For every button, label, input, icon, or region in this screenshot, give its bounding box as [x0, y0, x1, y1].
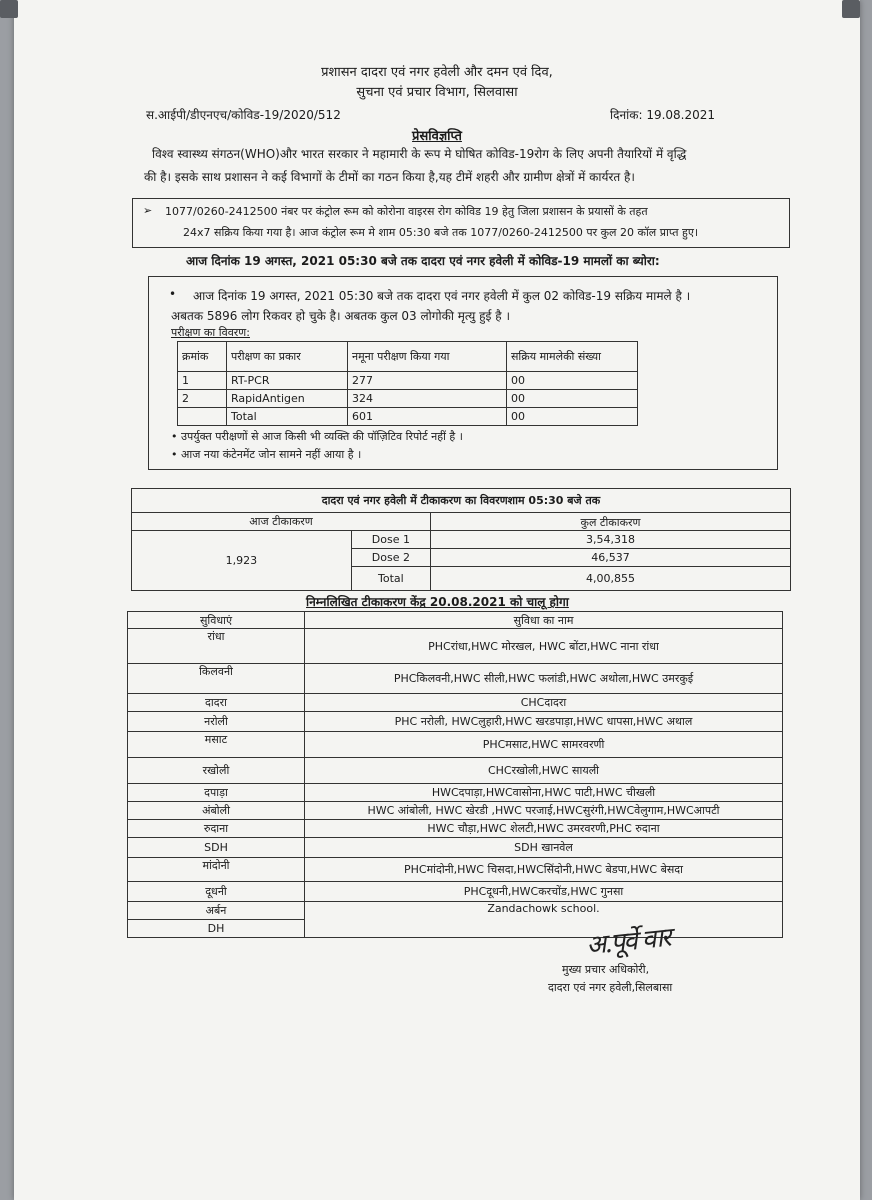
table-row	[178, 372, 638, 390]
dose-label: Total	[351, 567, 430, 591]
vaccination-title: दादरा एवं नगर हवेली में टीकाकरण का विवरणशाम 05:30 बजे तक	[132, 489, 791, 513]
active-cases-line: आज दिनांक 19 अगस्त, 2021 05:30 बजे तक दादरा एवं नगर हवेली में कुल 02 कोविड-19 सक्रिय मामले है ।	[193, 289, 691, 303]
centre-facilities: SDH खानवेल	[305, 838, 783, 858]
officer-signature: अ.पूर्वे वार	[584, 922, 672, 962]
bullet-icon: •	[169, 287, 177, 301]
centre-area: रांधा	[128, 629, 305, 664]
centre-facilities: PHCकिलवनी,HWC सीली,HWC फलांडी,HWC अथोला,HWC उमरकुई	[305, 664, 783, 694]
table-cell: 277	[348, 372, 507, 390]
binder-clip-right	[842, 0, 860, 18]
table-row	[128, 664, 783, 694]
table-row	[178, 390, 638, 408]
officer-designation: मुख्य प्रचार अधिकोरी,	[562, 963, 650, 976]
dose-label: Dose 1	[351, 531, 430, 549]
table-row	[128, 902, 783, 920]
testing-details-label: परीक्षण का विवरण:	[171, 326, 250, 339]
centre-facilities: HWCदपाड़ा,HWCवासोना,HWC पाटी,HWC चीखली	[305, 784, 783, 802]
press-release-title: प्रेसविज्ञप्ति	[412, 129, 462, 144]
dose-label: Dose 2	[351, 549, 430, 567]
header-line-1: प्रशासन दादरा एवं नगर हवेली और दमन एवं दिव,	[321, 65, 553, 80]
centre-area: मांदोनी	[128, 858, 305, 882]
centre-area: किलवनी	[128, 664, 305, 694]
covid-details-heading: आज दिनांक 19 अगस्त, 2021 05:30 बजे तक दादरा एवं नगर हवेली में कोविड-19 मामलों का ब्योरा:	[186, 254, 660, 268]
note-no-positive: • उपर्युक्त परीक्षणों से आज किसी भी व्यक्ति की पॉज़िटिव रिपोर्ट नहीं है ।	[171, 430, 463, 443]
table-cell: 1	[178, 372, 227, 390]
table-row	[128, 838, 783, 858]
table-cell: 2	[178, 390, 227, 408]
table-row	[128, 694, 783, 712]
centre-area: दपाड़ा	[128, 784, 305, 802]
note-no-containment: • आज नया कंटेनमेंट जोन सामने नहीं आया है ।	[171, 448, 362, 461]
centre-facilities: HWC आंबोली, HWC खेरडी ,HWC परजाई,HWCसुरंगी,HWCवेलुगाम,HWCआपटी	[305, 802, 783, 820]
centre-facilities: PHC नरोली, HWCलुहारी,HWC खरडपाड़ा,HWC धापसा,HWC अथाल	[305, 712, 783, 732]
col-header-active: सक्रिय मामलेकी संख्या	[507, 342, 638, 372]
testing-table	[177, 341, 638, 426]
vaccination-centres-table	[127, 611, 783, 938]
table-row	[128, 712, 783, 732]
dose-value: 46,537	[431, 549, 791, 567]
centre-area: दूधनी	[128, 882, 305, 902]
table-row	[128, 629, 783, 664]
centre-area: दादरा	[128, 694, 305, 712]
reference-number: स.आईपी/डीएनएच/कोविड-19/2020/512	[146, 108, 341, 122]
centre-facilities: CHCरखोली,HWC सायली	[305, 758, 783, 784]
centre-area: नरोली	[128, 712, 305, 732]
arrow-bullet-icon: ➢	[143, 204, 153, 217]
control-room-box	[132, 198, 790, 248]
today-vaccination-value: 1,923	[132, 531, 352, 591]
document-date: दिनांक: 19.08.2021	[610, 108, 716, 122]
total-vaccination-label: कुल टीकाकरण	[431, 513, 791, 531]
centre-facilities: PHCदूधनी,HWCकरचोंड,HWC गुनसा	[305, 882, 783, 902]
dose-value: 3,54,318	[431, 531, 791, 549]
centre-area: अर्बन	[128, 902, 305, 920]
dose-value: 4,00,855	[431, 567, 791, 591]
centre-facilities: PHCमसाट,HWC सामरवरणी	[305, 732, 783, 758]
table-row	[128, 732, 783, 758]
recovered-deaths-line: अबतक 5896 लोग रिकवर हो चुके है। अबतक कुल 03 लोगोकी मृत्यु हुई है ।	[171, 309, 510, 323]
centre-area: मसाट	[128, 732, 305, 758]
vaccination-table	[131, 488, 791, 591]
binder-clip-left	[0, 0, 18, 18]
centre-area: रुदाना	[128, 820, 305, 838]
table-cell: RapidAntigen	[227, 390, 348, 408]
centre-area: SDH	[128, 838, 305, 858]
table-cell: 324	[348, 390, 507, 408]
table-row	[128, 882, 783, 902]
document-page	[14, 0, 860, 1200]
table-cell: Total	[227, 408, 348, 426]
centre-area: DH	[128, 920, 305, 938]
table-row	[128, 858, 783, 882]
col-header-facility: सुविधाएं	[128, 612, 305, 629]
today-vaccination-label: आज टीकाकरण	[132, 513, 431, 531]
covid-status-box	[148, 276, 778, 470]
table-row	[178, 408, 638, 426]
centre-facilities: Zandachowk school.	[305, 902, 783, 938]
table-row	[128, 758, 783, 784]
control-room-line-1: 1077/0260-2412500 नंबर पर कंट्रोल रूम को कोरोना वाइरस रोग कोविड 19 हेतु जिला प्रशासन के प्रयासों के तहत	[165, 205, 648, 218]
col-header-serial: क्रमांक	[178, 342, 227, 372]
table-row	[128, 820, 783, 838]
centres-heading: निम्नलिखित टीकाकरण केंद्र 20.08.2021 को चालू होगा	[306, 595, 569, 609]
col-header-samples: नमूना परीक्षण किया गया	[348, 342, 507, 372]
centre-area: अंबोली	[128, 802, 305, 820]
centre-facilities: PHCरांधा,HWC मोरखल, HWC बोंटा,HWC नाना रांधा	[305, 629, 783, 664]
col-header-test-type: परीक्षण का प्रकार	[227, 342, 348, 372]
centre-facilities: PHCमांदोनी,HWC चिसदा,HWCसिंदोनी,HWC बेडपा,HWC बेसदा	[305, 858, 783, 882]
table-row	[128, 802, 783, 820]
officer-office: दादरा एवं नगर हवेली,सिलबासा	[548, 981, 673, 994]
control-room-line-2: 24x7 सक्रिय किया गया है। आज कंट्रोल रूम मे शाम 05:30 बजे तक 1077/0260-2412500 पर कुल 20 कॉल प्राप्त हुए।	[183, 226, 699, 239]
header-line-2: सुचना एवं प्रचार विभाग, सिलवासा	[356, 85, 518, 100]
intro-line-1: विश्व स्वास्थ्य संगठन(WHO)और भारत सरकार ने महामारी के रूप मे घोषित कोविड-19रोग के लिए अपनी तैयारियों में वृद्धि	[152, 147, 687, 161]
table-row	[128, 784, 783, 802]
table-cell: RT-PCR	[227, 372, 348, 390]
table-cell: 00	[507, 390, 638, 408]
table-cell: 00	[507, 372, 638, 390]
centre-facilities: HWC चौड़ा,HWC शेलटी,HWC उमरवरणी,PHC रुदाना	[305, 820, 783, 838]
table-cell: 601	[348, 408, 507, 426]
centre-facilities: CHCदादरा	[305, 694, 783, 712]
table-cell	[178, 408, 227, 426]
col-header-facility-name: सुविधा का नाम	[305, 612, 783, 629]
intro-line-2: की है। इसके साथ प्रशासन ने कई विभागों के टीमों का गठन किया है,यह टीमें शहरी और ग्रामीण क्षेत्रों में कार्यरत है।	[144, 170, 635, 184]
table-cell: 00	[507, 408, 638, 426]
centre-area: रखोली	[128, 758, 305, 784]
